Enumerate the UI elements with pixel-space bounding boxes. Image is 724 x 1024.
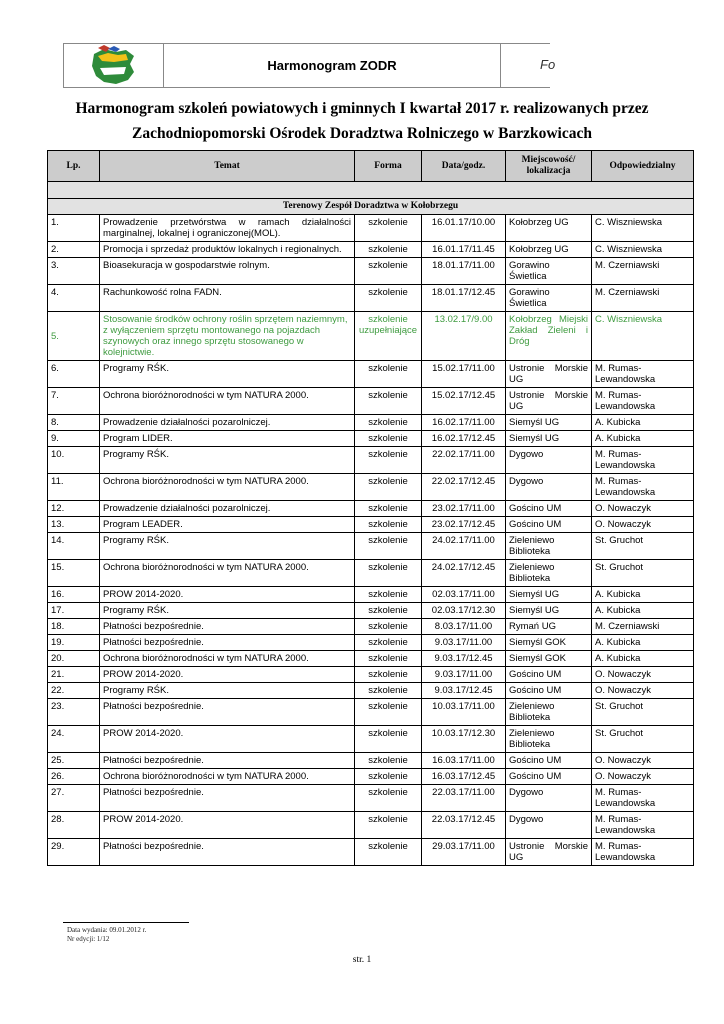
row-forma: szkolenie [355,587,422,603]
page-number: str. 1 [352,955,372,965]
col-header-miejsce-line1: Miejscowość/ [521,155,576,165]
row-forma: szkolenie [355,258,422,285]
table-row [48,312,694,361]
row-miejsce: Siemyśl GOK [506,651,592,667]
row-data: 22.02.17/12.45 [422,474,506,501]
row-odpowiedzialny: M. Czerniawski [592,285,694,312]
table-header-row [48,151,694,182]
row-temat: Prowadzenie działalności pozarolniczej. [100,415,355,431]
header-form-code: Fo [540,57,556,72]
row-data: 18.01.17/12.45 [422,285,506,312]
row-miejsce: Gorawino Świetlica [506,258,592,285]
row-data: 16.01.17/11.45 [422,242,506,258]
zodr-logo [64,44,164,87]
row-data: 22.02.17/11.00 [422,447,506,474]
row-odpowiedzialny: M. Rumas-Lewandowska [592,785,694,812]
row-forma: szkolenie uzupełniające [355,312,422,361]
row-data: 9.03.17/12.45 [422,651,506,667]
table-row [48,726,694,753]
row-miejsce: Gościno UM [506,667,592,683]
row-miejsce: Ustronie Morskie UG [506,361,592,388]
row-data: 9.03.17/12.45 [422,683,506,699]
row-temat: Ochrona bioróżnorodności w tym NATURA 2000. [100,769,355,785]
table-row [48,242,694,258]
row-temat: Programy RŚK. [100,447,355,474]
footnote-separator [63,922,189,923]
table-row [48,501,694,517]
table-row [48,619,694,635]
table-row [48,285,694,312]
row-data: 18.01.17/11.00 [422,258,506,285]
table-row [48,699,694,726]
row-data: 24.02.17/12.45 [422,560,506,587]
row-miejsce: Dygowo [506,785,592,812]
row-forma: szkolenie [355,635,422,651]
row-lp: 16. [48,587,100,603]
row-odpowiedzialny: M. Rumas-Lewandowska [592,388,694,415]
row-odpowiedzialny: St. Gruchot [592,726,694,753]
footer-meta [67,926,146,944]
row-lp: 18. [48,619,100,635]
row-forma: szkolenie [355,388,422,415]
row-lp: 4. [48,285,100,312]
row-forma: szkolenie [355,785,422,812]
schedule-table [47,150,694,866]
row-data: 24.02.17/11.00 [422,533,506,560]
row-odpowiedzialny: M. Czerniawski [592,619,694,635]
row-lp: 19. [48,635,100,651]
row-lp: 7. [48,388,100,415]
gap-cell [48,182,694,199]
row-odpowiedzialny: M. Czerniawski [592,258,694,285]
row-lp: 23. [48,699,100,726]
table-row [48,839,694,866]
row-temat: Płatności bezpośrednie. [100,635,355,651]
row-forma: szkolenie [355,501,422,517]
row-temat: Płatności bezpośrednie. [100,619,355,635]
row-miejsce: Zieleniewo Biblioteka [506,726,592,753]
row-lp: 24. [48,726,100,753]
row-lp: 5. [48,312,100,361]
row-temat: Prowadzenie przetwórstwa w ramach działalności marginalnej, lokalnej i ograniczonej(MOL). [100,215,355,242]
row-data: 02.03.17/11.00 [422,587,506,603]
row-odpowiedzialny: C. Wiszniewska [592,215,694,242]
row-miejsce: Rymań UG [506,619,592,635]
table-row [48,361,694,388]
row-miejsce: Kołobrzeg UG [506,215,592,242]
row-temat: Ochrona bioróżnorodności w tym NATURA 2000. [100,474,355,501]
table-row [48,474,694,501]
table-row [48,517,694,533]
document-title-line2: Zachodniopomorski Ośrodek Doradztwa Rolniczego w Barzkowicach [132,125,592,142]
row-forma: szkolenie [355,215,422,242]
row-temat: Programy RŚK. [100,361,355,388]
release-date: Data wydania: 09.01.2012 r. [67,926,147,934]
row-forma: szkolenie [355,474,422,501]
row-lp: 25. [48,753,100,769]
table-row [48,447,694,474]
row-forma: szkolenie [355,619,422,635]
row-odpowiedzialny: M. Rumas-Lewandowska [592,361,694,388]
row-temat: PROW 2014-2020. [100,726,355,753]
row-data: 22.03.17/12.45 [422,812,506,839]
row-lp: 9. [48,431,100,447]
row-forma: szkolenie [355,753,422,769]
row-data: 15.02.17/11.00 [422,361,506,388]
row-odpowiedzialny: O. Nowaczyk [592,769,694,785]
row-lp: 26. [48,769,100,785]
row-odpowiedzialny: St. Gruchot [592,533,694,560]
row-lp: 8. [48,415,100,431]
row-miejsce: Zieleniewo Biblioteka [506,560,592,587]
row-temat: Rachunkowość rolna FADN. [100,285,355,312]
row-lp: 20. [48,651,100,667]
row-forma: szkolenie [355,683,422,699]
row-data: 16.03.17/12.45 [422,769,506,785]
row-miejsce: Ustronie Morskie UG [506,839,592,866]
row-miejsce: Ustronie Morskie UG [506,388,592,415]
row-miejsce: Siemyśl UG [506,431,592,447]
row-forma: szkolenie [355,769,422,785]
col-header-temat: Temat [100,151,355,182]
row-miejsce: Zieleniewo Biblioteka [506,699,592,726]
header-title: Harmonogram ZODR [164,44,501,87]
row-temat: Płatności bezpośrednie. [100,699,355,726]
row-miejsce: Gościno UM [506,753,592,769]
row-miejsce: Siemyśl UG [506,415,592,431]
row-lp: 28. [48,812,100,839]
col-header-odpowiedzialny: Odpowiedzialny [592,151,694,182]
table-row [48,215,694,242]
page-header [63,43,556,88]
row-temat: Programy RŚK. [100,533,355,560]
row-temat: Programy RŚK. [100,603,355,619]
row-temat: Bioasekuracja w gospodarstwie rolnym. [100,258,355,285]
row-temat: Program LIDER. [100,431,355,447]
row-data: 16.03.17/11.00 [422,753,506,769]
row-forma: szkolenie [355,812,422,839]
row-data: 16.02.17/11.00 [422,415,506,431]
row-miejsce: Siemyśl UG [506,587,592,603]
row-data: 22.03.17/11.00 [422,785,506,812]
row-data: 8.03.17/11.00 [422,619,506,635]
row-miejsce: Gościno UM [506,517,592,533]
row-odpowiedzialny: St. Gruchot [592,699,694,726]
row-data: 10.03.17/11.00 [422,699,506,726]
row-miejsce: Gościno UM [506,683,592,699]
row-forma: szkolenie [355,603,422,619]
row-odpowiedzialny: M. Rumas-Lewandowska [592,839,694,866]
row-forma: szkolenie [355,242,422,258]
table-row [48,560,694,587]
row-temat: Programy RŚK. [100,683,355,699]
row-miejsce: Gościno UM [506,769,592,785]
row-temat: Płatności bezpośrednie. [100,839,355,866]
table-row [48,431,694,447]
table-row [48,635,694,651]
row-odpowiedzialny: C. Wiszniewska [592,312,694,361]
zodr-logo-icon [64,44,163,87]
table-row [48,812,694,839]
section-title: Terenowy Zespół Doradztwa w Kołobrzegu [48,199,694,215]
row-forma: szkolenie [355,699,422,726]
table-row [48,415,694,431]
table-row [48,683,694,699]
row-forma: szkolenie [355,517,422,533]
row-odpowiedzialny: M. Rumas-Lewandowska [592,474,694,501]
row-forma: szkolenie [355,431,422,447]
row-data: 23.02.17/11.00 [422,501,506,517]
row-temat: Prowadzenie działalności pozarolniczej. [100,501,355,517]
row-miejsce: Kołobrzeg Miejski Zakład Zieleni i Dróg [506,312,592,361]
row-temat: PROW 2014-2020. [100,587,355,603]
row-lp: 3. [48,258,100,285]
row-lp: 15. [48,560,100,587]
row-lp: 13. [48,517,100,533]
row-temat: Ochrona bioróżnorodności w tym NATURA 2000. [100,560,355,587]
row-odpowiedzialny: A. Kubicka [592,603,694,619]
row-odpowiedzialny: A. Kubicka [592,651,694,667]
row-miejsce: Kołobrzeg UG [506,242,592,258]
row-forma: szkolenie [355,361,422,388]
row-data: 9.03.17/11.00 [422,667,506,683]
table-row [48,667,694,683]
row-odpowiedzialny: A. Kubicka [592,431,694,447]
row-lp: 14. [48,533,100,560]
row-lp: 6. [48,361,100,388]
row-temat: Stosowanie środków ochrony roślin sprzętem naziemnym, z wyłączeniem sprzętu montowanego na pojazdach szynowych oraz innego sprzętu stosowanego w kolejnictwie. [100,312,355,361]
row-forma: szkolenie [355,560,422,587]
row-odpowiedzialny: M. Rumas-Lewandowska [592,447,694,474]
row-miejsce: Dygowo [506,447,592,474]
row-temat: Płatności bezpośrednie. [100,785,355,812]
row-data: 13.02.17/9.00 [422,312,506,361]
row-temat: Ochrona bioróżnorodności w tym NATURA 2000. [100,651,355,667]
row-lp: 22. [48,683,100,699]
row-lp: 11. [48,474,100,501]
row-odpowiedzialny: A. Kubicka [592,635,694,651]
table-row [48,603,694,619]
row-miejsce: Dygowo [506,474,592,501]
row-data: 16.02.17/12.45 [422,431,506,447]
row-lp: 1. [48,215,100,242]
table-row [48,785,694,812]
row-odpowiedzialny: O. Nowaczyk [592,753,694,769]
row-lp: 21. [48,667,100,683]
row-lp: 2. [48,242,100,258]
col-header-miejsce-line2: lokalizacja [526,166,571,176]
table-row [48,388,694,415]
edition-number: Nr edycji: 1/12 [67,935,110,943]
row-temat: Ochrona bioróżnorodności w tym NATURA 2000. [100,388,355,415]
row-forma: szkolenie [355,667,422,683]
row-lp: 27. [48,785,100,812]
row-odpowiedzialny: A. Kubicka [592,587,694,603]
table-row [48,533,694,560]
row-data: 9.03.17/11.00 [422,635,506,651]
row-data: 29.03.17/11.00 [422,839,506,866]
row-forma: szkolenie [355,447,422,474]
row-miejsce: Siemyśl UG [506,603,592,619]
row-forma: szkolenie [355,533,422,560]
row-lp: 29. [48,839,100,866]
row-lp: 17. [48,603,100,619]
row-lp: 12. [48,501,100,517]
row-data: 15.02.17/12.45 [422,388,506,415]
col-header-lp: Lp. [48,151,100,182]
row-data: 23.02.17/12.45 [422,517,506,533]
gap-row [48,182,694,199]
row-forma: szkolenie [355,839,422,866]
row-miejsce: Zieleniewo Biblioteka [506,533,592,560]
row-temat: PROW 2014-2020. [100,812,355,839]
row-forma: szkolenie [355,726,422,753]
row-miejsce: Gorawino Świetlica [506,285,592,312]
row-odpowiedzialny: O. Nowaczyk [592,501,694,517]
row-miejsce: Dygowo [506,812,592,839]
row-data: 10.03.17/12.30 [422,726,506,753]
row-forma: szkolenie [355,651,422,667]
row-lp: 10. [48,447,100,474]
row-temat: Płatności bezpośrednie. [100,753,355,769]
table-row [48,753,694,769]
table-row [48,769,694,785]
table-row [48,258,694,285]
row-miejsce: Siemyśl GOK [506,635,592,651]
row-odpowiedzialny: O. Nowaczyk [592,517,694,533]
row-miejsce: Gościno UM [506,501,592,517]
table-row [48,587,694,603]
row-temat: PROW 2014-2020. [100,667,355,683]
row-forma: szkolenie [355,285,422,312]
table-row [48,651,694,667]
row-odpowiedzialny: O. Nowaczyk [592,683,694,699]
row-forma: szkolenie [355,415,422,431]
row-odpowiedzialny: C. Wiszniewska [592,242,694,258]
section-row [48,199,694,215]
row-data: 02.03.17/12.30 [422,603,506,619]
row-odpowiedzialny: O. Nowaczyk [592,667,694,683]
row-temat: Promocja i sprzedaż produktów lokalnych i regionalnych. [100,242,355,258]
row-temat: Program LEADER. [100,517,355,533]
row-data: 16.01.17/10.00 [422,215,506,242]
col-header-miejsce [506,151,592,182]
row-odpowiedzialny: St. Gruchot [592,560,694,587]
col-header-data: Data/godz. [422,151,506,182]
col-header-forma: Forma [355,151,422,182]
row-odpowiedzialny: M. Rumas-Lewandowska [592,812,694,839]
document-title-line1: Harmonogram szkoleń powiatowych i gminnych I kwartał 2017 r. realizowanych przez [75,100,649,117]
row-odpowiedzialny: A. Kubicka [592,415,694,431]
